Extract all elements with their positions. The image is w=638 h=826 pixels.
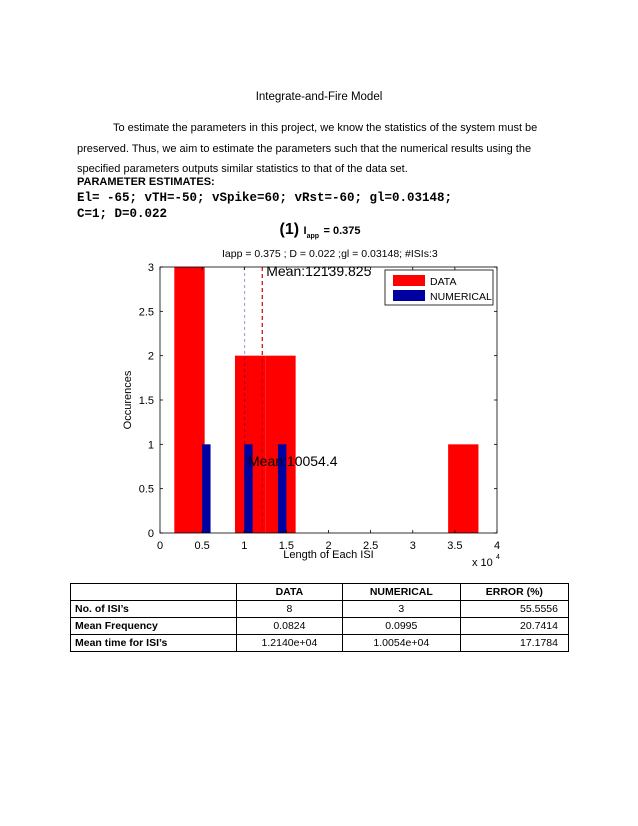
y-axis-label: Occurences: [122, 370, 134, 430]
results-table: [70, 583, 569, 652]
header-numerical: NUMERICAL: [342, 584, 460, 601]
legend-label-numerical: NUMERICAL: [430, 291, 492, 303]
x-tick-label: 0.5: [194, 540, 210, 552]
cell-error: 17.1784: [460, 635, 568, 652]
cell-numerical: 3: [342, 601, 460, 618]
parameter-line-2: C=1; D=0.022: [77, 207, 168, 221]
x-tick-label: 0: [156, 540, 164, 552]
table-row: [71, 618, 569, 635]
x-tick-label: 2: [325, 540, 332, 552]
figure-title-symbol: I: [303, 225, 307, 237]
cell-data: 8: [236, 601, 342, 618]
header-data: DATA: [236, 584, 342, 601]
y-tick-label: 1.5: [138, 395, 154, 407]
y-tick-label: 2.5: [138, 306, 154, 319]
figure-title-prefix: (1): [279, 221, 300, 238]
parameter-line-1: El= -65; vTH=-50; vSpike=60; vRst=-60; gl=0.03148;: [77, 191, 453, 205]
figure-subtitle: Iapp = 0.375 ; D = 0.022 ;gl = 0.03148; #ISIs:3: [222, 248, 438, 260]
row-label: Mean Frequency: [71, 618, 237, 635]
y-tick-label: 0.5: [138, 483, 154, 496]
intro-paragraph-text: To estimate the parameters in this project, we know the statistics of the system must be preserved. Thus, we aim to estimate the parameters such that the numerical results using the specified parameters outputs similar statistics to that of the data set.: [77, 122, 538, 175]
y-tick-label: 3: [147, 262, 154, 274]
y-tick-label: 0: [147, 528, 154, 540]
numerical-mean-label: Mean:10054.4: [248, 453, 338, 469]
x-exponent-power: 4: [496, 554, 500, 561]
header-error: ERROR (%): [460, 584, 568, 601]
header-empty: [71, 584, 237, 601]
row-label: Mean time for ISI’s: [71, 635, 237, 652]
document-title: Integrate-and-Fire Model: [255, 91, 383, 103]
results-header-row: [71, 584, 569, 601]
legend-swatch-numerical: [393, 290, 425, 301]
x-tick-label: 1: [241, 540, 248, 552]
legend-swatch-data: [393, 275, 425, 286]
data-bar: [448, 444, 478, 533]
cell-error: 55.5556: [460, 601, 568, 618]
cell-error: 20.7414: [460, 618, 568, 635]
figure-title-value: = 0.375: [323, 225, 361, 237]
table-row: [71, 635, 569, 652]
x-exponent-label: x 10: [472, 557, 493, 569]
x-tick-label: 3: [409, 540, 416, 552]
legend-label-data: DATA: [430, 276, 457, 288]
x-tick-label: 2.5: [362, 540, 379, 552]
x-tick-label: 3.5: [447, 540, 463, 552]
parameter-heading: PARAMETER ESTIMATES:: [77, 176, 215, 188]
table-row: [71, 601, 569, 618]
y-tick-label: 1: [147, 439, 154, 452]
cell-numerical: 0.0995: [342, 618, 460, 635]
data-mean-label: Mean:12139.825: [266, 263, 372, 279]
y-tick-label: 2: [147, 350, 154, 363]
x-axis-label: Length of Each ISI: [283, 549, 374, 561]
numerical-bar: [202, 444, 210, 533]
data-bar: [174, 267, 204, 533]
x-tick-label: 4: [493, 540, 501, 552]
figure-title-subscript: app: [306, 233, 320, 241]
row-label: No. of ISI’s: [71, 601, 237, 618]
cell-numerical: 1.0054e+04: [342, 635, 460, 652]
cell-data: 1.2140e+04: [236, 635, 342, 652]
cell-data: 0.0824: [236, 618, 342, 635]
x-tick-label: 1.5: [278, 540, 295, 552]
